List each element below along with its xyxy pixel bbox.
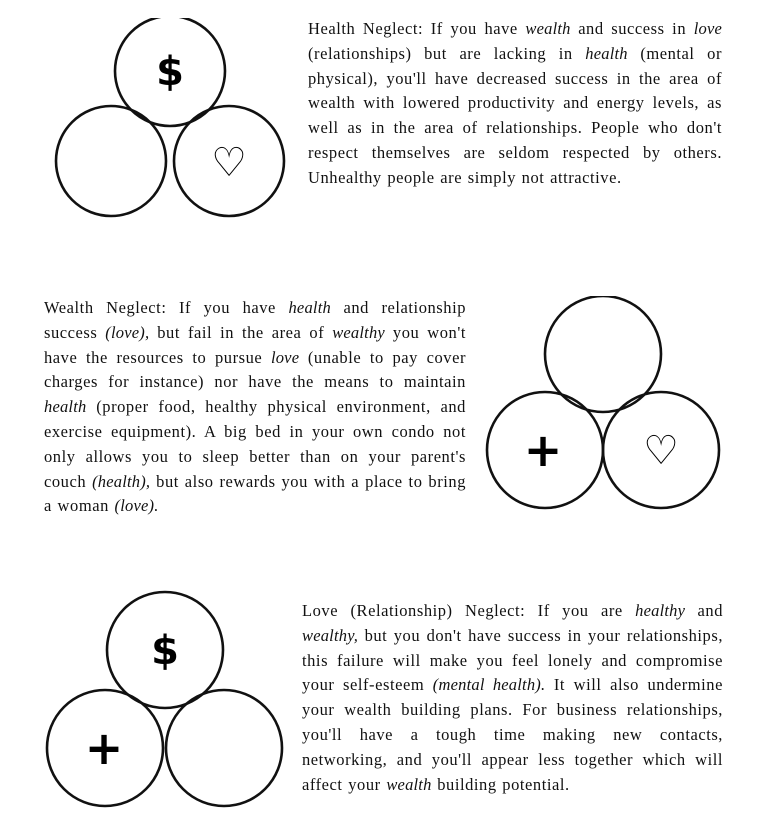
- text-run: but also rewards you with a place to bring a woman: [44, 471, 466, 516]
- text-run: building potential.: [431, 774, 570, 794]
- italic-term: love: [693, 19, 722, 38]
- wealth-neglect-diagram: [480, 296, 728, 514]
- italic-term: love: [270, 347, 300, 367]
- italic-term: (health),: [92, 471, 151, 491]
- text-run: and: [685, 601, 723, 620]
- heart-icon: ♡: [643, 428, 679, 474]
- text-run: (proper food, healthy physical environment, and exercise equipment). A big bed in your own condo not only allows you to sleep better than on your parent's couch: [44, 397, 466, 491]
- italic-term: (mental health).: [432, 675, 546, 695]
- italic-term: health: [585, 43, 628, 63]
- italic-term: health: [288, 298, 331, 317]
- italic-term: (love),: [105, 322, 150, 342]
- plus-icon: +: [523, 423, 563, 477]
- italic-term: wealth: [386, 774, 432, 794]
- love-circle: [166, 690, 282, 806]
- text-run: (mental or physical), you'll have decreased success in the area of wealth with lowered productivity and energy levels, as well as in the area of relationships. People who don't respect themselves are seldom respected by others. Unhealthy people are simply not attractive.: [308, 43, 722, 187]
- dollar-icon: $: [151, 628, 179, 674]
- health-neglect-diagram: [48, 18, 296, 218]
- italic-term: (love).: [114, 496, 159, 516]
- text-run: you won't have the resources to pursue: [44, 322, 466, 367]
- text-run: (relationships) but are lacking in: [308, 43, 586, 63]
- text-run: and success in: [570, 19, 694, 38]
- italic-term: healthy: [635, 601, 686, 620]
- text-run: but fail in the area of: [149, 322, 333, 342]
- health-neglect-paragraph: [308, 17, 722, 191]
- italic-term: health: [44, 397, 87, 417]
- love-neglect-diagram: [44, 590, 292, 816]
- health-circle: [56, 106, 166, 216]
- love-neglect-paragraph: [302, 599, 723, 797]
- wealth-neglect-paragraph: [44, 296, 466, 519]
- italic-term: wealthy: [332, 322, 385, 342]
- text-run: It will also undermine your wealth building plans. For business relationships, you'll have a tough time making new contacts, networking, and you'll appear less together which will affect your: [302, 675, 723, 794]
- italic-term: wealth: [525, 19, 571, 38]
- heart-icon: ♡: [211, 140, 247, 186]
- italic-term: wealthy,: [302, 625, 359, 645]
- text-run: Love (Relationship) Neglect: If you are: [302, 601, 636, 620]
- text-run: Health Neglect: If you have: [308, 19, 526, 38]
- text-run: Wealth Neglect: If you have: [44, 298, 289, 317]
- text-run: and relationship success: [44, 298, 467, 342]
- text-run: but you don't have success in your relationships, this failure will make you feel lonely and compromise your self-esteem: [302, 625, 723, 695]
- dollar-icon: $: [156, 49, 184, 95]
- text-run: (unable to pay cover charges for instance) nor have the means to maintain: [44, 347, 466, 392]
- plus-icon: +: [84, 721, 124, 775]
